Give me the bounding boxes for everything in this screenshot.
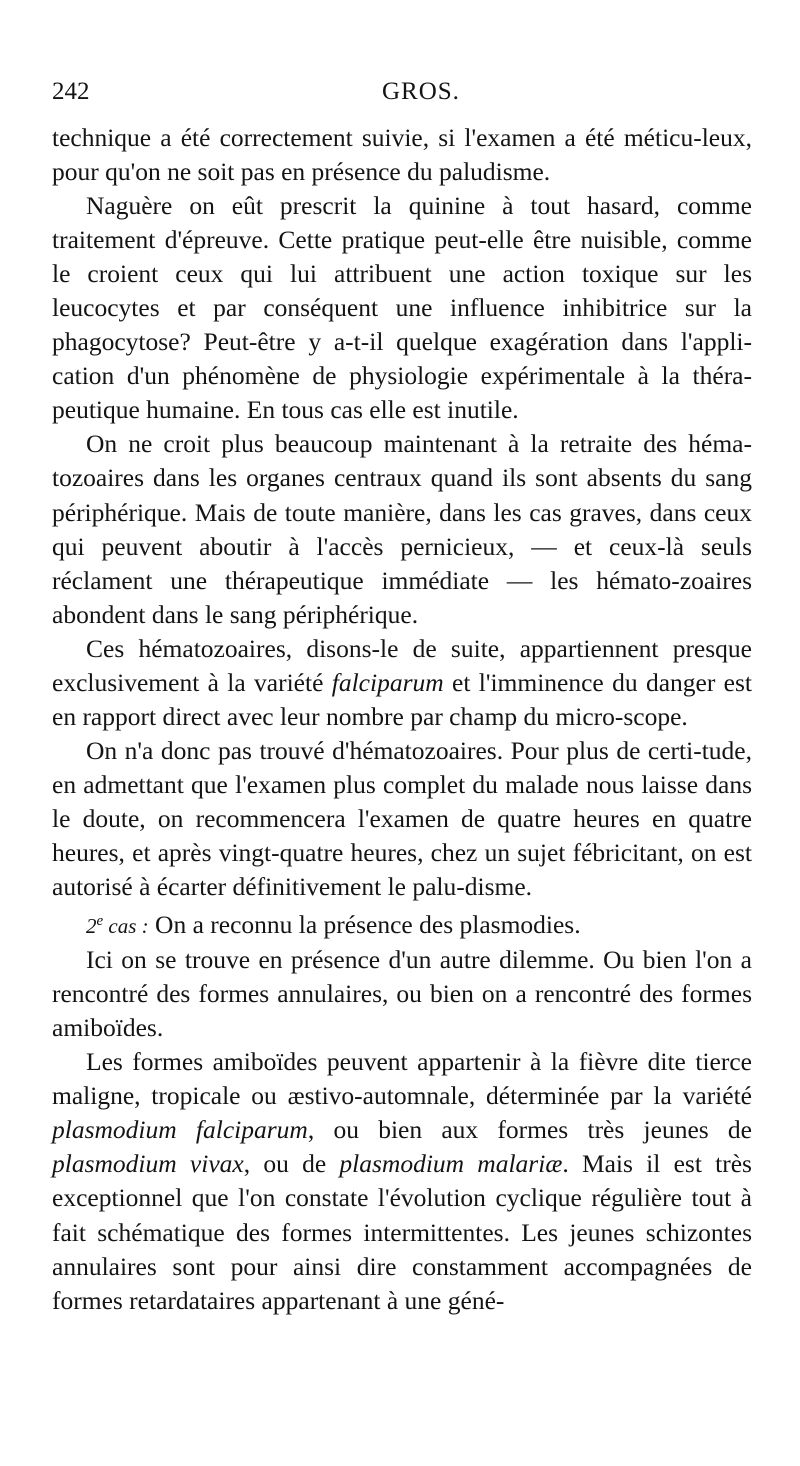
text-segment: On n'a donc pas trouvé d'hématozoaires. Pour plus de certi-tude, en admettant que l'examen plus complet du malade nous laisse dans le doute, on recommencera l'examen de quatre heures en quatre heures, et après vingt-quatre heures, chez un sujet fébricitant, on est autorisé à écarter définitivement le palu-disme. xyxy=(52,735,752,902)
text-segment: On ne croit plus beaucoup maintenant à la retraite des héma-tozoaires dans les organes centraux quand ils sont absents du sang périphérique. Mais de toute manière, dans les cas graves, dans ceux qui peuvent aboutir à l'accès pernicieux, — et ceux-là seuls réclament une thérapeutique immédiate — les hémato-zoaires abondent dans le sang périphérique. xyxy=(52,429,752,629)
paragraph-certitude xyxy=(52,734,752,904)
paragraph-dilemme xyxy=(52,943,752,1045)
body-text xyxy=(52,121,752,1318)
italic-term: falciparum xyxy=(331,667,444,697)
text-segment: On a reconnu la présence des plasmodies. xyxy=(148,910,581,940)
italic-term: plasmodium malariæ xyxy=(339,1149,563,1179)
text-segment: , ou de xyxy=(243,1149,340,1179)
case-number: 2 xyxy=(86,914,97,939)
paragraph-formes-amiboides xyxy=(52,1045,752,1317)
text-segment: Les formes amiboïdes peuvent appartenir à la fièvre dite tierce maligne, tropicale ou æstivo-automnale, déterminée par la variété xyxy=(52,1047,752,1111)
text-segment: et l'imminence du danger est en rapport direct avec leur nombre par champ du micro-scope. xyxy=(52,667,752,731)
paragraph-retraite xyxy=(52,427,752,631)
paragraph-falciparum xyxy=(52,632,752,734)
case-word: cas : xyxy=(108,914,149,939)
page-number: 242 xyxy=(52,78,90,105)
paragraph-continuation xyxy=(52,121,752,189)
case-label xyxy=(86,914,149,938)
italic-term: plasmodium falciparum xyxy=(52,1115,308,1145)
italic-term: plasmodium vivax xyxy=(52,1149,244,1179)
text-segment: , ou bien aux formes très jeunes de xyxy=(307,1115,753,1145)
case-number-suffix: e xyxy=(96,913,104,930)
text-segment: technique a été correctement suivie, si l'examen a été méticu-leux, pour qu'on ne soit pas en présence du paludisme. xyxy=(52,123,752,187)
paragraph-case-2 xyxy=(52,904,752,943)
running-title: GROS. xyxy=(382,78,460,105)
text-segment: . Mais il est très exceptionnel que l'on constate l'évolution cyclique régulière tout à fait schématique des formes intermittentes. Les jeunes schizontes annulaires sont pour ainsi dire constamment accompagnées de formes retardataires appartenant à une géné- xyxy=(52,1149,752,1315)
text-segment: Ces hématozoaires, disons-le de suite, appartiennent presque exclusivement à la variété xyxy=(52,633,752,697)
running-head xyxy=(52,78,752,112)
text-segment: Naguère on eût prescrit la quinine à tout hasard, comme traitement d'épreuve. Cette pratique peut-elle être nuisible, comme le croient ceux qui lui attribuent une action toxique sur les leucocytes et par conséquent une influence inhibitrice sur la phagocytose? Peut-être y a-t-il quelque exagération dans l'appli-cation d'un phénomène de physiologie expérimentale à la théra-peutique humaine. En tous cas elle est inutile. xyxy=(52,191,752,425)
text-segment: Ici on se trouve en présence d'un autre dilemme. Ou bien l'on a rencontré des formes annulaires, ou bien on a rencontré des formes amiboïdes. xyxy=(52,945,752,1043)
paragraph-quinine xyxy=(52,189,752,427)
